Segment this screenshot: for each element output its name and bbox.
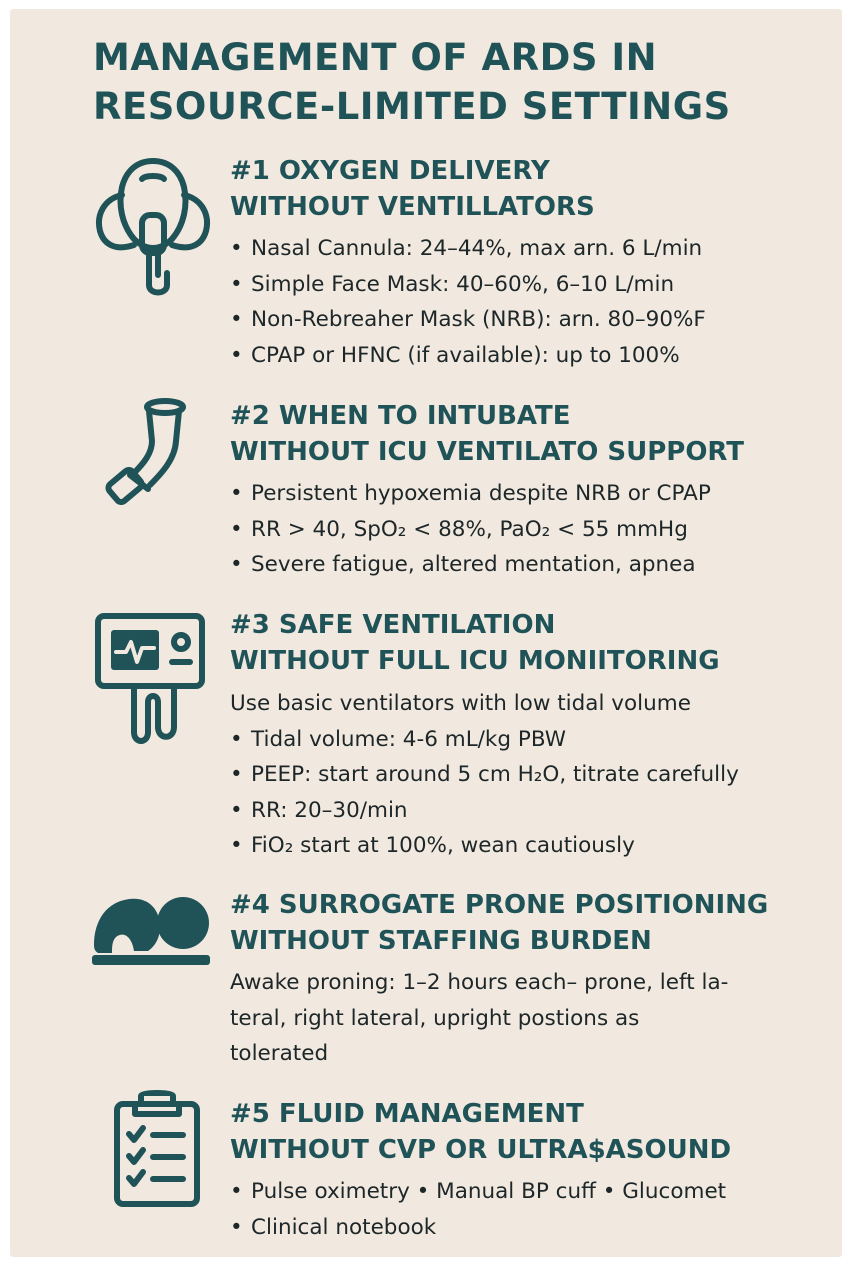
list-item: • Pulse oximetry • Manual BP cuff • Glucomet [230, 1174, 830, 1210]
list-item: • RR > 40, SpO₂ < 88%, PaO₂ < 55 mmHg [230, 512, 830, 548]
section-3-list [230, 686, 830, 864]
section-4-heading-line-2: WITHOUT STAFFING BURDEN [230, 926, 652, 956]
list-item: • FiO₂ start at 100%, wean cautiously [230, 828, 830, 864]
endotracheal-tube-icon [100, 397, 190, 517]
page-title [93, 33, 833, 131]
list-item: • Persistent hypoxemia despite NRB or CPAP [230, 476, 830, 512]
section-1-heading [230, 153, 830, 225]
section-2-list [230, 476, 830, 583]
paragraph-line: tolerated [230, 1041, 329, 1066]
oxygen-mask-icon [92, 155, 214, 300]
paragraph-line: Awake proning: 1–2 hours each– prone, left la- [230, 970, 729, 995]
section-3-heading-line-1: #3 SAFE VENTILATION [230, 610, 556, 640]
list-item: • Simple Face Mask: 40–60%, 6–10 L/min [230, 267, 830, 303]
section-5-heading-line-1: #5 FLUID MANAGEMENT [230, 1099, 584, 1129]
title-line-1: MANAGEMENT OF ARDS IN [93, 36, 658, 79]
list-item: • CPAP or HFNC (if available): up to 100% [230, 338, 830, 374]
list-item: • RR: 20–30/min [230, 793, 830, 829]
section-2-heading [230, 398, 830, 470]
section-5-list [230, 1174, 830, 1245]
list-item: • Non-Rebreaher Mask (NRB): arn. 80–90%F [230, 302, 830, 338]
section-5-heading-line-2: WITHOUT CVP OR ULTRA$ASOUND [230, 1135, 732, 1165]
section-2-heading-line-2: WITHOUT ICU VENTILATO SUPPORT [230, 437, 745, 467]
section-1-heading-line-1: #1 OXYGEN DELIVERY [230, 156, 550, 186]
ventilator-monitor-icon [94, 612, 206, 752]
section-4-heading-line-1: #4 SURROGATE PRONE POSITIONING [230, 890, 769, 920]
list-item: • Clinical notebook [230, 1210, 830, 1246]
section-3-intro: Use basic ventilators with low tidal volume [230, 691, 691, 716]
list-item: • Nasal Cannula: 24–44%, max arn. 6 L/min [230, 231, 830, 267]
section-1-list [230, 231, 830, 373]
prone-patient-icon [90, 893, 212, 969]
list-item: • Severe fatigue, altered mentation, apnea [230, 547, 830, 583]
list-item: • PEEP: start around 5 cm H₂O, titrate carefully [230, 757, 830, 793]
section-2-heading-line-1: #2 WHEN TO INTUBATE [230, 401, 571, 431]
section-5-heading [230, 1096, 830, 1168]
clipboard-checklist-icon [113, 1090, 201, 1208]
list-item: • Tidal volume: 4-6 mL/kg PBW [230, 722, 830, 758]
section-3-heading-line-2: WITHOUT FULL ICU MONIITORING [230, 646, 720, 676]
title-line-2: RESOURCE-LIMITED SETTINGS [93, 85, 731, 128]
section-4-paragraph [230, 965, 830, 1072]
section-1-heading-line-2: WITHOUT VENTILLATORS [230, 192, 595, 222]
paragraph-line: teral, right lateral, upright postions as [230, 1005, 640, 1031]
section-3-heading [230, 607, 830, 679]
section-4-heading [230, 887, 830, 959]
